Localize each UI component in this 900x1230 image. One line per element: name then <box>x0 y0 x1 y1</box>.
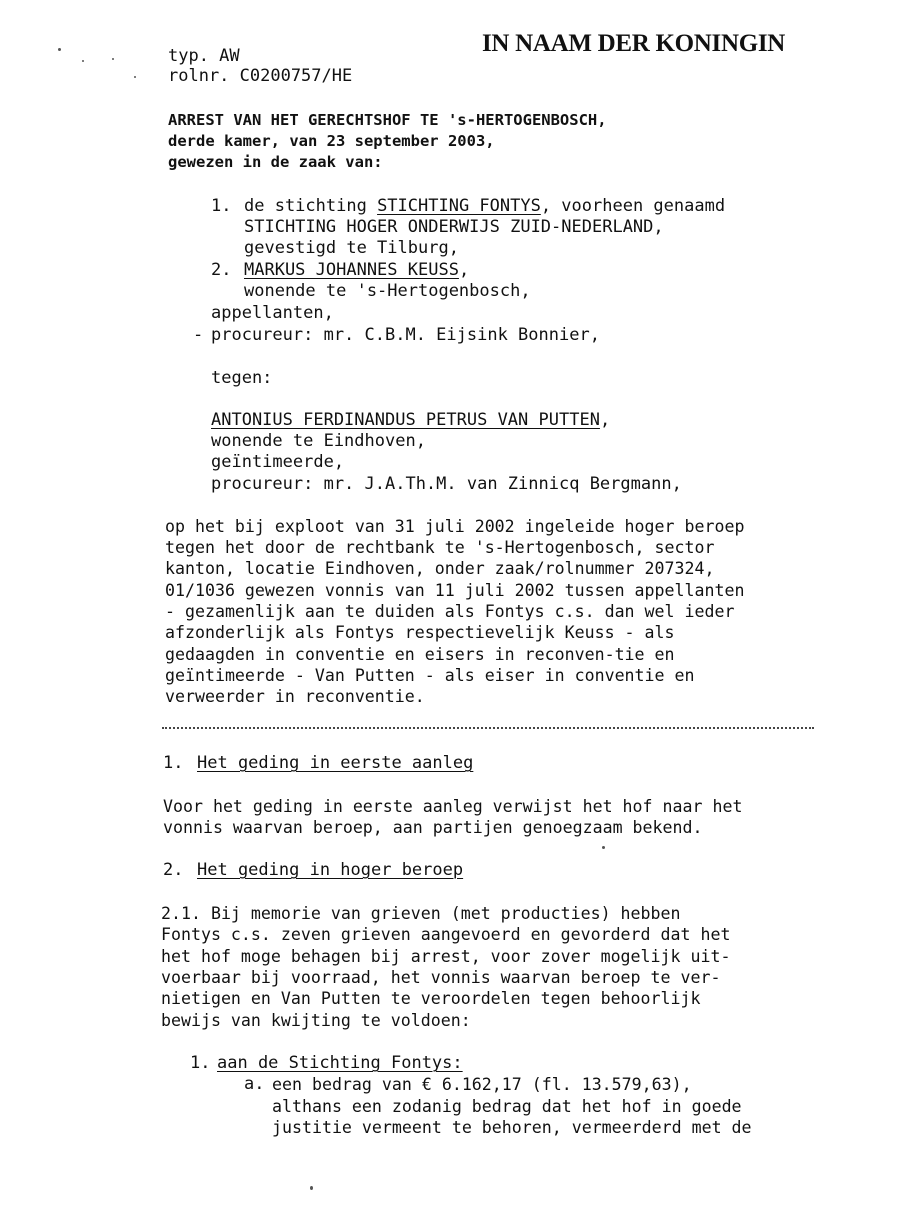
intro-line: op het bij exploot van 31 juli 2002 ingeleide hoger beroep <box>165 517 745 536</box>
scan-speck <box>112 58 114 60</box>
section-2-number: 2. <box>163 860 184 880</box>
appellant-1-line <box>244 196 725 217</box>
section-1-number: 1. <box>163 753 184 773</box>
appellant-1-prefix: de stichting <box>244 196 378 216</box>
appellant-1-name: STICHTING FONTYS <box>377 196 541 216</box>
respondent-name-suffix: , <box>599 410 611 430</box>
intro-line: afzonderlijk als Fontys respectievelijk Keuss - als <box>165 623 675 642</box>
appellant-2-line <box>244 260 469 281</box>
scan-speck <box>58 48 61 51</box>
section-2-text: nietigen en Van Putten te veroordelen tegen behoorlijk <box>161 989 701 1008</box>
margin-dash: - <box>193 325 204 345</box>
appellant-1-number: 1. <box>211 196 232 216</box>
scan-speck <box>82 60 84 62</box>
intro-line: tegen het door de rechtbank te 's-Hertogenbosch, sector <box>165 538 715 557</box>
intro-line: 01/1036 gewezen vonnis van 11 juli 2002 tussen appellanten <box>165 581 745 600</box>
claim-item-line: een bedrag van € 6.162,17 (fl. 13.579,63), <box>272 1075 692 1094</box>
claim-sub-number: 1. <box>190 1053 211 1073</box>
scan-speck <box>310 1186 313 1190</box>
appellant-1-suffix: , voorheen genaamd <box>540 196 726 216</box>
appellant-1-former-name: STICHTING HOGER ONDERWIJS ZUID-NEDERLAND, <box>244 217 664 237</box>
section-1-text: Voor het geding in eerste aanleg verwijst het hof naar het <box>163 797 743 816</box>
section-2-text: het hof moge behagen bij arrest, voor zover mogelijk uit- <box>161 947 731 966</box>
claim-item-line: justitie vermeent te behoren, vermeerderd met de <box>272 1118 752 1137</box>
respondent-attorney: procureur: mr. J.A.Th.M. van Zinnicq Bergmann, <box>211 474 682 494</box>
section-2-text: voerbaar bij voorraad, het vonnis waarvan beroep te ver- <box>161 968 721 987</box>
section-1-title: Het geding in eerste aanleg <box>197 753 474 773</box>
respondent-line <box>211 410 610 431</box>
section-divider <box>162 727 814 729</box>
appellant-2-suffix: , <box>458 260 470 280</box>
typist-code: typ. AW <box>168 46 240 66</box>
section-2-text: bewijs van kwijting te voldoen: <box>161 1011 471 1030</box>
respondent-name: ANTONIUS FERDINANDUS PETRUS VAN PUTTEN <box>211 410 600 430</box>
versus-label: tegen: <box>211 368 273 388</box>
case-number: rolnr. C0200757/HE <box>168 66 353 86</box>
court-line-2: derde kamer, van 23 september 2003, <box>168 132 495 150</box>
appellant-2-number: 2. <box>211 260 232 280</box>
section-2-text: Fontys c.s. zeven grieven aangevoerd en gevorderd dat het <box>161 925 731 944</box>
respondent-residence: wonende te Eindhoven, <box>211 431 426 451</box>
claim-item-letter: a. <box>244 1074 265 1094</box>
intro-line: kanton, locatie Eindhoven, onder zaak/rolnummer 207324, <box>165 559 715 578</box>
section-2-text: 2.1. Bij memorie van grieven (met producties) hebben <box>161 904 681 923</box>
scan-speck <box>602 846 605 849</box>
appellants-attorney: procureur: mr. C.B.M. Eijsink Bonnier, <box>211 325 600 345</box>
document-heading: IN NAAM DER KONINGIN <box>482 30 786 57</box>
intro-line: - gezamenlijk aan te duiden als Fontys c.s. dan wel ieder <box>165 602 735 621</box>
appellant-2-name: MARKUS JOHANNES KEUSS <box>244 260 459 280</box>
section-1-text: vonnis waarvan beroep, aan partijen genoegzaam bekend. <box>163 818 703 837</box>
respondent-role: geïntimeerde, <box>211 452 345 472</box>
court-line-1: ARREST VAN HET GERECHTSHOF TE 's-HERTOGENBOSCH, <box>168 111 607 129</box>
appellant-1-seat: gevestigd te Tilburg, <box>244 238 459 258</box>
section-2-title: Het geding in hoger beroep <box>197 860 464 880</box>
claim-item-line: althans een zodanig bedrag dat het hof in goede <box>272 1097 742 1116</box>
intro-line: geïntimeerde - Van Putten - als eiser in conventie en <box>165 666 695 685</box>
appellant-2-residence: wonende te 's-Hertogenbosch, <box>244 281 531 301</box>
intro-line: gedaagden in conventie en eisers in reconven-tie en <box>165 645 675 664</box>
claim-sub-title: aan de Stichting Fontys: <box>217 1053 463 1073</box>
appellants-role: appellanten, <box>211 303 334 323</box>
court-line-3: gewezen in de zaak van: <box>168 153 383 171</box>
scan-speck <box>134 76 136 78</box>
intro-line: verweerder in reconventie. <box>165 687 425 706</box>
